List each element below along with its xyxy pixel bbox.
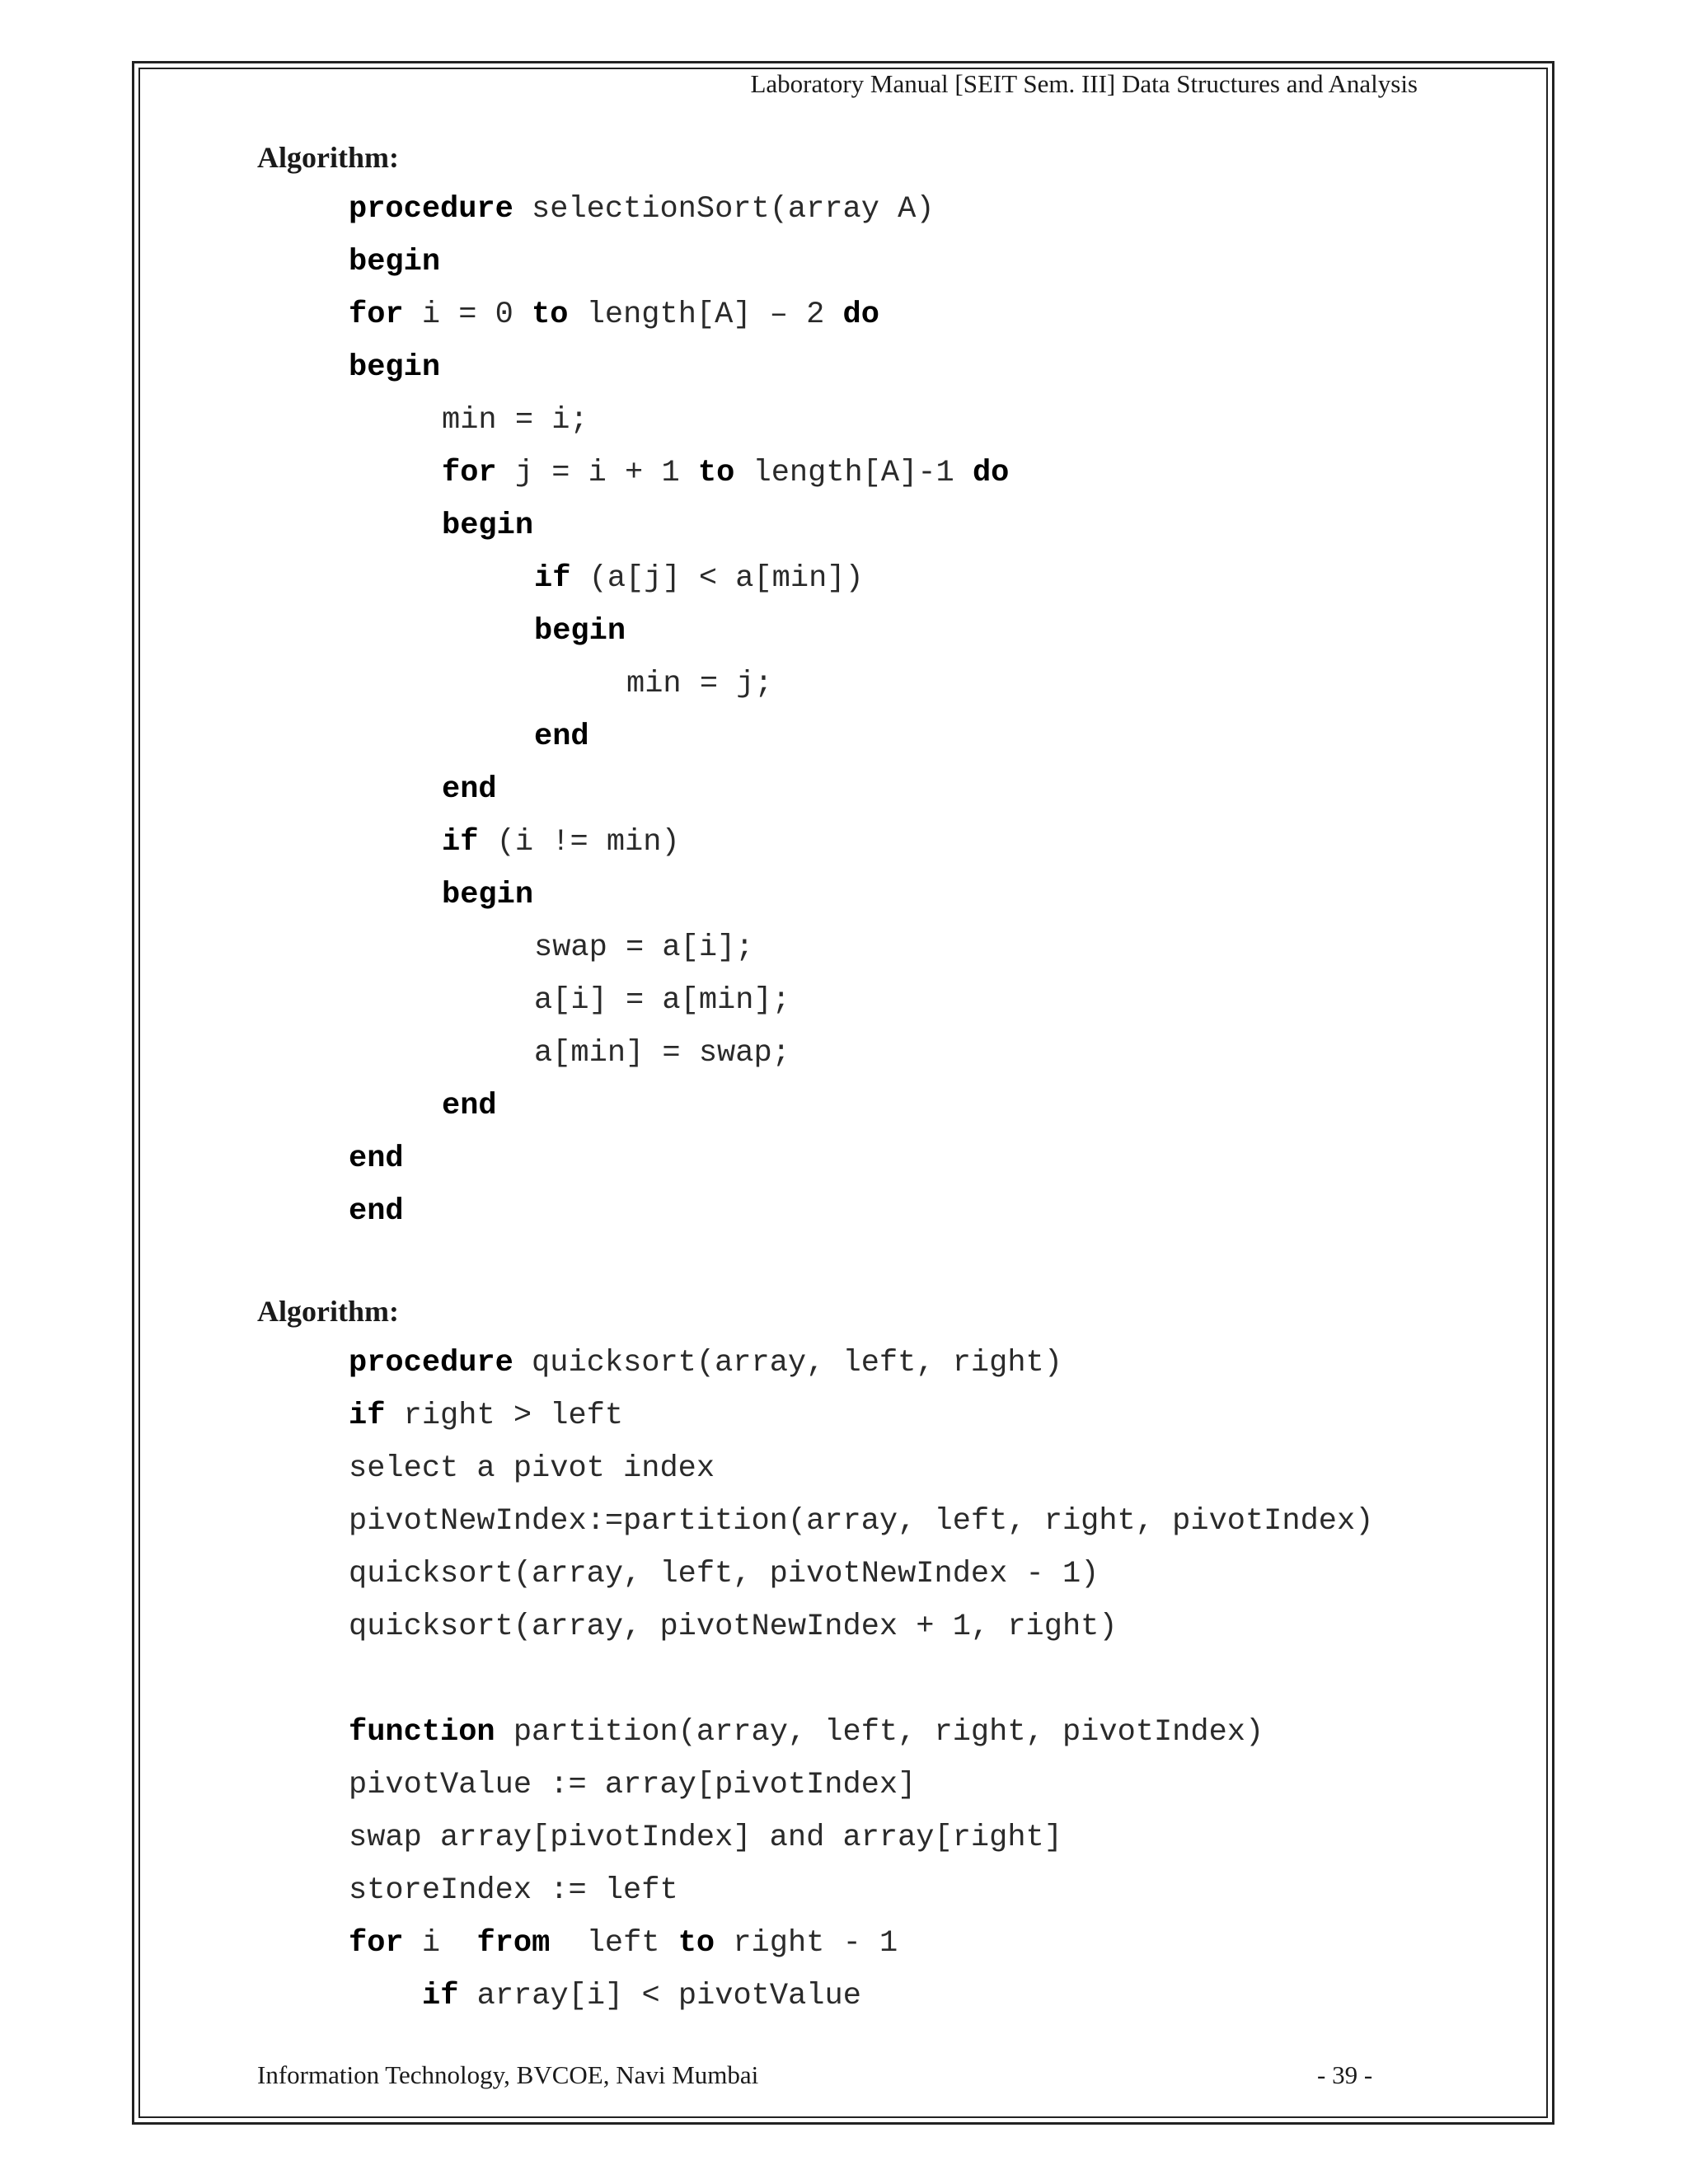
- code-text: length[A] – 2: [568, 298, 843, 332]
- code-keyword: function: [349, 1715, 495, 1750]
- code-line: [349, 247, 440, 278]
- code-text: array[i] < pivotValue: [458, 1979, 861, 2013]
- code-line: [349, 1348, 1062, 1379]
- code-text: pivotNewIndex:=partition(array, left, right, pivotIndex): [349, 1504, 1374, 1539]
- code-keyword: end: [442, 772, 497, 807]
- code-line: [442, 458, 1009, 489]
- code-keyword: begin: [349, 350, 441, 385]
- code-line: [534, 930, 754, 965]
- code-keyword: end: [534, 719, 589, 754]
- code-text: pivotValue := array[pivotIndex]: [349, 1768, 917, 1802]
- code-keyword: to: [697, 456, 735, 490]
- code-line: [534, 616, 626, 647]
- code-line: [349, 1504, 1374, 1539]
- code-text: swap = a[i];: [534, 930, 754, 965]
- code-keyword: if: [422, 1979, 459, 2013]
- code-line: [422, 1981, 861, 2012]
- code-keyword: for: [349, 1926, 404, 1961]
- code-text: quicksort(array, pivotNewIndex + 1, right): [349, 1610, 1118, 1644]
- code-keyword: end: [442, 1089, 497, 1123]
- code-text: i: [403, 1926, 477, 1961]
- footer-page-number: - 39 -: [1317, 2060, 1373, 2089]
- code-text: min = j;: [626, 667, 773, 701]
- code-keyword: do: [972, 456, 1010, 490]
- code-line: [349, 194, 935, 225]
- code-text: a[i] = a[min];: [534, 983, 790, 1018]
- code-line: [349, 1770, 916, 1801]
- code-keyword: for: [442, 456, 497, 490]
- code-line: [442, 405, 588, 436]
- code-line: [349, 1715, 1264, 1750]
- code-text: right > left: [385, 1399, 624, 1433]
- footer-institution: Information Technology, BVCOE, Navi Mumbai: [257, 2060, 759, 2089]
- running-header: Laboratory Manual [SEIT Sem. III] Data Structures and Analysis: [750, 69, 1418, 98]
- code-text: i = 0: [403, 298, 532, 332]
- selection-sort-heading: Algorithm:: [257, 141, 399, 174]
- code-text: (a[j] < a[min]): [570, 561, 864, 596]
- code-keyword: do: [842, 298, 879, 332]
- code-keyword: begin: [442, 509, 534, 543]
- code-text: right - 1: [715, 1926, 898, 1961]
- code-line: [349, 1873, 678, 1908]
- code-keyword: if: [349, 1399, 386, 1433]
- code-line: [626, 669, 773, 700]
- code-line: [534, 719, 589, 754]
- code-text: (i != min): [478, 825, 680, 860]
- code-keyword: begin: [349, 245, 441, 279]
- code-text: min = i;: [442, 403, 588, 438]
- code-text: select a pivot index: [349, 1451, 715, 1486]
- code-line: [349, 1612, 1118, 1643]
- code-keyword: for: [349, 298, 404, 332]
- code-text: left: [550, 1926, 678, 1961]
- code-text: j = i + 1: [496, 456, 698, 490]
- code-text: a[min] = swap;: [534, 1036, 790, 1071]
- code-keyword: begin: [534, 614, 626, 649]
- code-line: [534, 561, 864, 596]
- code-keyword: end: [349, 1194, 404, 1229]
- code-line: [442, 772, 497, 807]
- code-keyword: begin: [442, 878, 534, 912]
- code-line: [349, 350, 441, 385]
- code-keyword: procedure: [349, 1346, 513, 1380]
- code-text: selectionSort(array A): [513, 192, 935, 227]
- code-line: [349, 1559, 1099, 1590]
- code-line: [349, 1823, 1062, 1854]
- code-line: [349, 1141, 404, 1176]
- code-text: length[A]-1: [734, 456, 973, 490]
- code-line: [442, 1091, 497, 1122]
- code-line: [349, 1451, 715, 1486]
- code-line: [534, 1038, 790, 1069]
- code-keyword: procedure: [349, 192, 513, 227]
- code-line: [349, 1194, 404, 1229]
- code-keyword: end: [349, 1141, 404, 1176]
- code-keyword: if: [534, 561, 571, 596]
- code-line: [534, 983, 790, 1018]
- code-text: quicksort(array, left, pivotNewIndex - 1): [349, 1557, 1100, 1591]
- code-text: quicksort(array, left, right): [513, 1346, 1062, 1380]
- code-line: [349, 1401, 623, 1432]
- code-line: [442, 880, 533, 911]
- code-line: [442, 827, 680, 858]
- code-text: storeIndex := left: [349, 1873, 678, 1908]
- code-line: [349, 1926, 898, 1961]
- code-keyword: to: [678, 1926, 715, 1961]
- code-line: [442, 511, 533, 541]
- quicksort-heading: Algorithm:: [257, 1295, 399, 1328]
- code-keyword: to: [532, 298, 569, 332]
- code-line: [349, 300, 879, 330]
- code-text: swap array[pivotIndex] and array[right]: [349, 1821, 1062, 1855]
- code-keyword: from: [476, 1926, 551, 1961]
- code-keyword: if: [442, 825, 479, 860]
- code-text: partition(array, left, right, pivotIndex): [495, 1715, 1264, 1750]
